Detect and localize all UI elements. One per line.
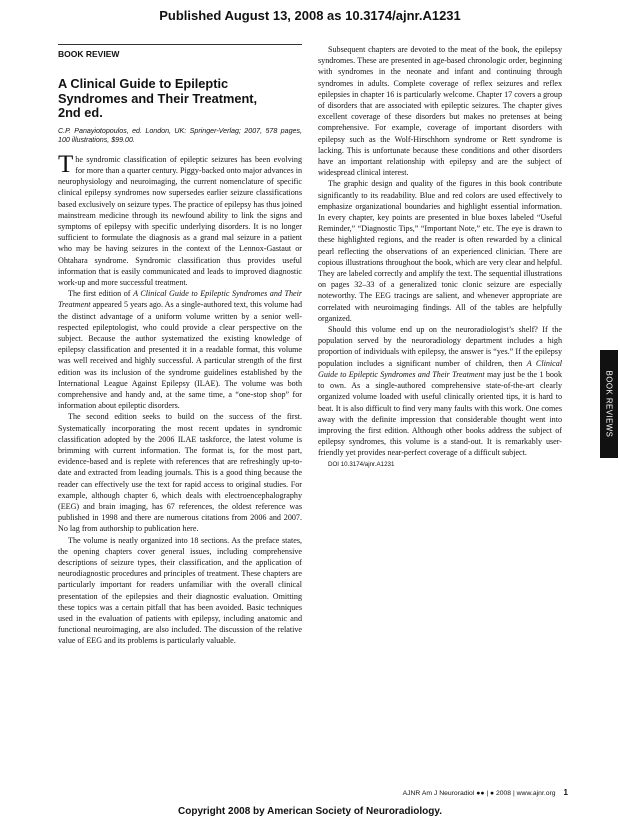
paragraph-4: The volume is neatly organized into 18 sections. As the preface states, the opening chapters cover general issues, including comprehensive descriptions of seizure types, their classification, and the application of neurodiagnostic procedures and principles of treatment. These chapters are particularly important for readers unfamiliar with the overall clinical presentation of the epilepsies and their diagnostic evaluation. Omitting these topics was a certain pitfall that has been avoided. Basic techniques used in the evaluation of patients with epilepsy, including anatomic and functional neuroimaging, are also included. The discussion of the relative value of EEG and its problems is particularly valuable.: [58, 535, 302, 646]
paragraph-5: Subsequent chapters are devoted to the meat of the book, the epilepsy syndromes. These are presented in age-based chronologic order, beginning with syndromes in the neonate and infant and continuing through syndromes in adults. Complete coverage of reflex seizures and reflex epilepsies in chapter 16 is particularly welcome. Chapter 17 covers a group of disorders that are associated with epileptic seizures. The chapter gives excellent coverage of these disorders but makes no pretenses at being comprehensive. For example, coverage of important disorders with epilepsy such as the Wolf-Hirschhorn syndrome or Rett syndrome is lacking. This is unfortunate because these conditions and other disorders have an important relationship with epilepsy and are the subject of widespread clinical interest.: [318, 45, 562, 178]
title-line: Syndromes and Their Treatment,: [58, 90, 258, 106]
right-column: [318, 44, 562, 470]
paragraph-2-text-b: appeared 5 years ago. As a single-authored text, this volume had the distinct advantage of a uniform volume written by a senior well-respected epileptologist, who could provide a clear perspective on the subject. Because the author systematized the existing knowledge of epilepsy classification and presented it in a readable format, this volume was well received and highly successful. A particular strength of the first edition was its inclusion of the syndrome guidelines established by the International League Against Epilepsy (ILAE). The volume was both comprehensive and handy and, at the same time, a “one-stop shop” for information about epileptic disorders.: [58, 300, 302, 411]
copyright-footer: Copyright 2008 by American Society of Neuroradiology.: [178, 806, 442, 817]
section-label: BOOK REVIEW: [58, 49, 120, 59]
paragraph-2-text-a: The first edition of: [68, 289, 134, 299]
page-number: 1: [563, 788, 568, 797]
journal-citation: AJNR Am J Neuroradiol ●● | ● 2008 | www.ajnr.org: [402, 790, 556, 797]
left-column: [58, 44, 302, 647]
paragraph-1: [58, 150, 302, 288]
paragraph-7: [318, 324, 562, 458]
paragraph-7-text-a: Should this volume end up on the neuroradiologist’s shelf? If the population served by the neuroradiology department includes a high proportion of individuals with epilepsy, the answer is “yes.” If the epilepsy population includes a significant number of children, then: [318, 325, 562, 368]
side-section-tab: [600, 350, 618, 458]
drop-cap: T: [58, 150, 74, 178]
published-header: Published August 13, 2008 as 10.3174/ajnr.A1231: [159, 8, 461, 23]
paragraph-1-text: he syndromic classification of epileptic seizures has been evolving for more than a quarter century. Piggy-backed onto major advances in neurophysiology and neuroimaging, the current nomenclature of specific clinical epilepsy syndromes now supersedes earlier seizure classifications based exclusively on seizure types. The practice of epilepsy has thus joined mainstream medicine through its newfound ability to link the signs and symptoms of epilepsy with specific underlying disorders. It is no longer sufficient to formulate the diagnosis as a grand mal seizure in a patient who may be having seizures in the context of the Lennox-Gastaut or Ohtahara syndrome. Syndromic classification thus provides useful information that is easily communicated and leads to improved diagnostic work-up and more successful treatment.: [58, 154, 302, 287]
paragraph-7-text-b: may just be the 1 book to own. As a single-authored comprehensive state-of-the-art clearly organized volume loaded with useful clinically oriented tips, it is hard to beat. It is also difficult to find very many faults with this work. One comes away with the definite impression that considerable thought went into improving the first edition. Although other books address the subject of epilepsy syndromes, this volume is a stand-out. It is remarkably user-friendly yet provides near-perfect coverage of a difficult subject.: [318, 369, 563, 458]
title-line: A Clinical Guide to Epileptic: [58, 76, 229, 92]
journal-footer: [403, 788, 568, 797]
book-citation: C.P. Panayiotopoulos, ed. London, UK: Springer-Verlag; 2007, 578 pages, 100 illustrations, $99.00.: [58, 126, 302, 144]
paragraph-2: [58, 288, 302, 411]
book-title-italic: A Clinical Guide to Epileptic Syndromes and Their Treatment: [58, 289, 303, 310]
paragraph-3: The second edition seeks to build on the success of the first. Systematically incorporating the most recent updates in syndromic classification adopted by the 2006 ILAE taskforce, the latest volume is brimming with current information. The format is, for the most part, evidence-based and is replete with references that are refreshingly up-to-date and extracted from leading journals. This is a good thing because the reader can effectively use the text for rapid access to original studies. For example, although chapter 6, which deals with electroencephalography (EEG) and brain imaging, has 67 references, the oldest reference was published in 1998 and there are numerous citations from 2006 and 2007. No lag from authorship to publication here.: [58, 412, 302, 534]
paragraph-6: The graphic design and quality of the figures in this book contribute significantly to its readability. Blue and red colors are used effectively to emphasize organizational boundaries and highlight essential information. In every chapter, key points are presented in blue boxes labeled “Useful Reminder,” “Diagnostic Tips,” “Important Note,” etc. The eye is drawn to these highlighted regions, and the reader is often rewarded by a clinical pearl reflecting the observations of an experienced clinician. There are copious illustrations throughout the book, which are very clear and helpful. They are labeled correctly and amplify the text. The sequential illustrations on pages 32–33 of a generalized tonic clonic seizure are especially noteworthy. The EEG tracings are salient, and whenever appropriate are correlated with neuroimaging findings. All of the tables are helpfully organized.: [318, 179, 562, 323]
book-title-italic: A Clinical Guide to Epileptic Syndromes and Their Treatment: [318, 358, 563, 379]
article-title: [58, 77, 302, 121]
section-rule: [58, 44, 302, 45]
title-line: 2nd ed.: [58, 105, 103, 121]
doi-line: DOI 10.3174/ajnr.A1231: [328, 460, 395, 468]
side-tab-label: BOOK REVIEWS: [604, 370, 614, 438]
